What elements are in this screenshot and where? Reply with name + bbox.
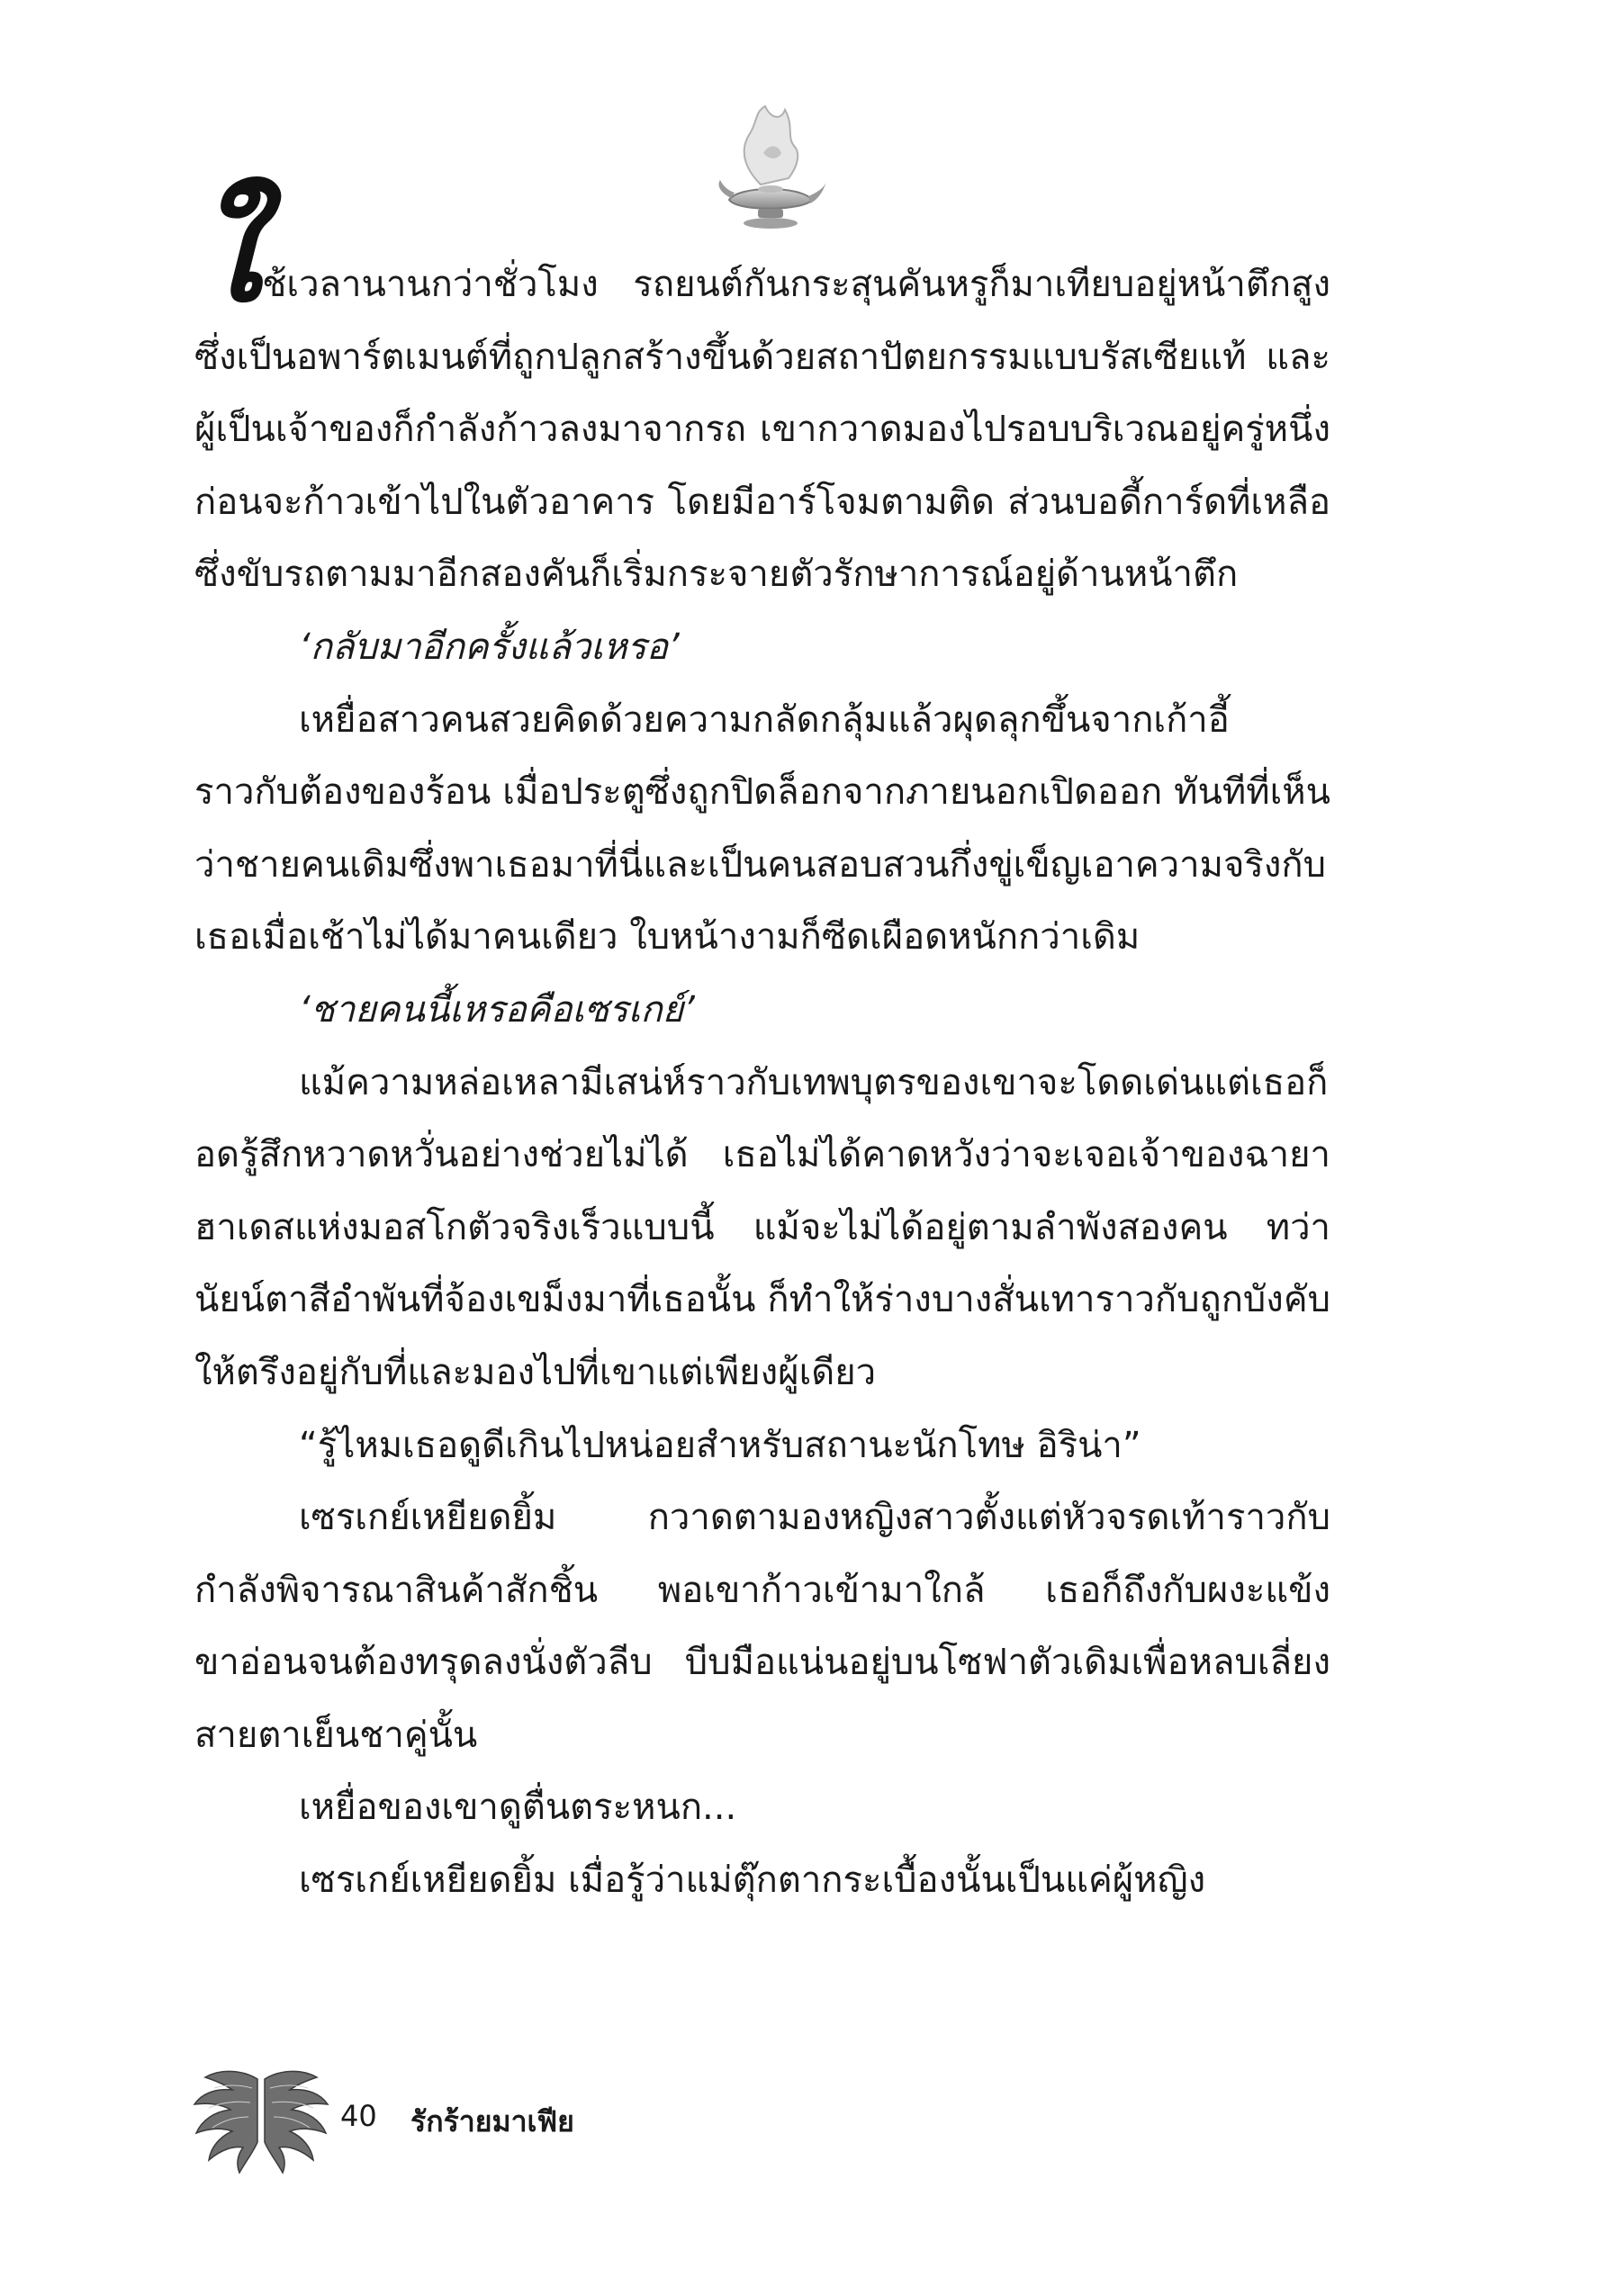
paragraph: เหยื่อสาวคนสวยคิดด้วยความกลัดกลุ้มแล้วผุดลุกขึ้นจากเก้าอี้ราวกับต้องของร้อน เมื่อประตูซึ่งถูกปิดล็อกจากภายนอกเปิดออก ทันทีที่เห็นว่าชายคนเดิมซึ่งพาเธอมาที่นี่และเป็นคนสอบสวนกึ่งขู่เข็ญเอาความจริงกับเธอเมื่อเช้าไม่ได้มาคนเดียว ใบหน้างามก็ซีดเผือดหนักกว่าเดิม [194, 698, 1330, 959]
paragraph [194, 174, 1330, 611]
paragraph: เซรเกย์เหยียดยิ้ม กวาดตามองหญิงสาวตั้งแต่หัวจรดเท้าราวกับกำลังพิจารณาสินค้าสักชิ้น พอเขาก้าวเข้ามาใกล้ เธอก็ถึงกับผงะแข้งขาอ่อนจนต้องทรุดลงนั่งตัวลีบ บีบมือแน่นอยู่บนโซฟาตัวเดิมเพื่อหลบเลี่ยงสายตาเย็นชาคู่นั้น [194, 1497, 1330, 1756]
dialogue: “รู้ไหมเธอดูดีเกินไปหน่อยสำหรับสถานะนักโทษ อิริน่า” [299, 1424, 1141, 1466]
page-footer [189, 2061, 729, 2178]
inner-thought: ‘ชายคนนี้เหรอคือเซรเกย์’ [299, 988, 695, 1031]
page-number: 40 [340, 2099, 377, 2133]
inner-thought: ‘กลับมาอีกครั้งแล้วเหรอ’ [299, 626, 680, 668]
chapter-body [194, 174, 1330, 1917]
drop-cap: ใ [194, 174, 261, 332]
paragraph: เซรเกย์เหยียดยิ้ม เมื่อรู้ว่าแม่ตุ๊กตากระเบื้องนั้นเป็นแค่ผู้หญิง [299, 1859, 1206, 1902]
paragraph: แม้ความหล่อเหลามีเสน่ห์ราวกับเทพบุตรของเขาจะโดดเด่นแต่เธอก็อดรู้สึกหวาดหวั่นอย่างช่วยไม่ได้ เธอไม่ได้คาดหวังว่าจะเจอเจ้าของฉายาฮาเดสแห่งมอสโกตัวจริงเร็วแบบนี้ แม้จะไม่ได้อยู่ตามลำพังสองคน ทว่านัยน์ตาสีอำพันที่จ้องเขม็งมาที่เธอนั้น ก็ทำให้ร่างบางสั่นเทาราวกับถูกบังคับให้ตรึงอยู่กับที่และมองไปที่เขาแต่เพียงผู้เดียว [194, 1061, 1330, 1393]
paragraph: เหยื่อของเขาดูตื่นตระหนก... [299, 1787, 737, 1829]
paragraph-text: ช้เวลานานกว่าชั่วโมง รถยนต์กันกระสุนคันหรูก็มาเทียบอยู่หน้าตึกสูง ซึ่งเป็นอพาร์ตเมนต์ที่ถูกปลูกสร้างขึ้นด้วยสถาปัตยกรรมแบบรัสเซียแท้ และผู้เป็นเจ้าของก็กำลังก้าวลงมาจากรถ เขากวาดมองไปรอบบริเวณอยู่ครู่หนึ่งก่อนจะก้าวเข้าไปในตัวอาคาร โดยมีอาร์โจมตามติด ส่วนบอดี้การ์ดที่เหลือซึ่งขับรถตามมาอีกสองคันก็เริ่มกระจายตัวรักษาการณ์อยู่ด้านหน้าตึก [194, 264, 1330, 596]
book-title: รักร้ายมาเฟีย [410, 2104, 574, 2138]
genie-lamp-icon [711, 99, 828, 234]
angel-wings-icon [189, 2061, 333, 2178]
